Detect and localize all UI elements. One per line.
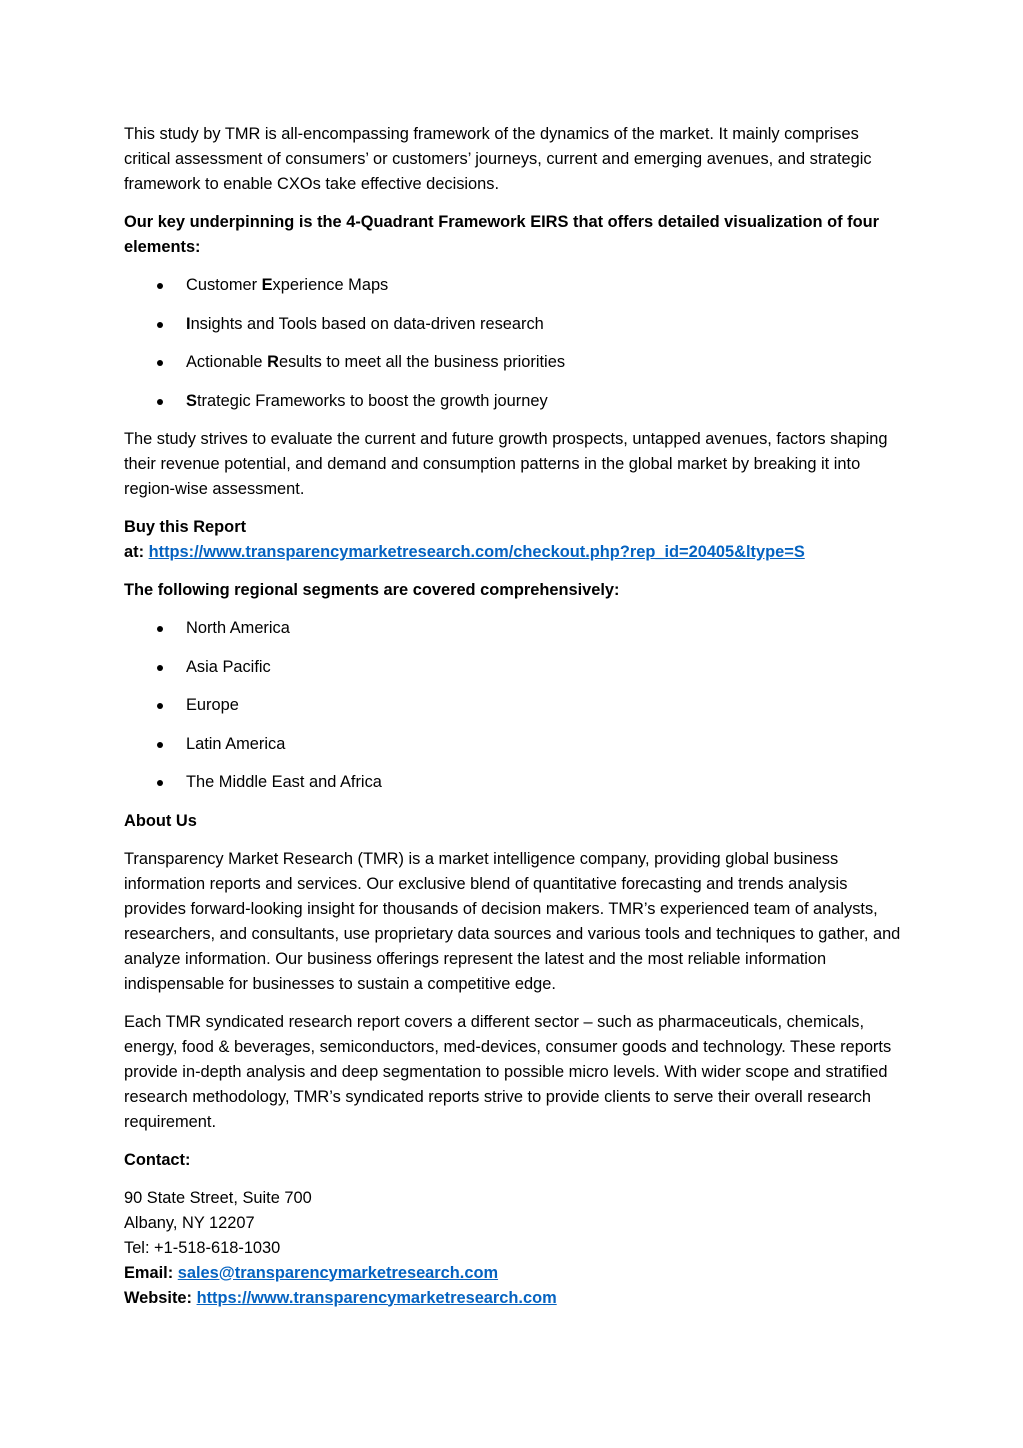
list-item: Customer Experience Maps (124, 273, 904, 298)
bullet-icon (157, 283, 163, 289)
syndicated-paragraph: Each TMR syndicated research report covers a different sector – such as pharmaceuticals, chemicals, energy, food & beverages, semiconductors, med-devices, consumer goods and technology. These reports provide in-depth analysis and deep segmentation to possible micro levels. With wider scope and stratified research methodology, TMR’s syndicated reports strive to provide clients to serve their overall research requirement. (124, 1012, 892, 1131)
buy-report (124, 515, 904, 565)
email-line (124, 1261, 904, 1286)
list-item: Strategic Frameworks to boost the growth journey (124, 389, 904, 414)
bullet-icon (157, 665, 163, 671)
document-page (124, 122, 904, 1311)
telephone: Tel: +1-518-618-1030 (124, 1238, 281, 1257)
website-label: Website: (124, 1288, 197, 1307)
intro-paragraph: This study by TMR is all-encompassing framework of the dynamics of the market. It mainly comprises critical assessment of consumers’ or customers’ journeys, current and emerging avenues, and strategic framework to enable CXOs take effective decisions. (124, 125, 872, 193)
study-paragraph: The study strives to evaluate the current and future growth prospects, untapped avenues, factors shaping their revenue potential, and demand and consumption patterns in the global market by breaking it into region-wise assessment. (124, 430, 888, 498)
email-link[interactable]: sales@transparencymarketresearch.com (177, 1263, 499, 1282)
list-item: Actionable Results to meet all the business priorities (124, 350, 904, 375)
about-paragraph: Transparency Market Research (TMR) is a market intelligence company, providing global business information reports and services. Our exclusive blend of quantitative forecasting and trends analysis provides forward-looking insight for thousands of decision makers. TMR’s experienced team of analysts, researchers, and consultants, use proprietary data sources and various tools and techniques to gather, and analyze information. Our business offerings represent the latest and the most reliable information indispensable for businesses to sustain a competitive edge. (124, 849, 901, 993)
contact-heading: Contact: (124, 1150, 191, 1169)
list-item: Latin America (124, 732, 904, 757)
framework-list (124, 273, 904, 414)
bullet-icon (157, 780, 163, 786)
bullet-icon (157, 322, 163, 328)
bullet-icon (157, 703, 163, 709)
buy-label: Buy this Report (124, 518, 247, 536)
website-link[interactable]: https://www.transparencymarketresearch.com (196, 1288, 557, 1307)
address-line-2: Albany, NY 12207 (124, 1213, 255, 1232)
bullet-icon (157, 742, 163, 748)
email-label: Email: (124, 1263, 178, 1282)
contact-block (124, 1186, 904, 1311)
website-line (124, 1286, 904, 1311)
bullet-icon (157, 399, 163, 405)
about-heading: About Us (124, 811, 197, 830)
framework-heading: Our key underpinning is the 4-Quadrant Framework EIRS that offers detailed visualization of four elements: (124, 213, 879, 256)
buy-at-label: at: (124, 543, 149, 561)
list-item: Insights and Tools based on data-driven research (124, 312, 904, 337)
regions-heading: The following regional segments are covered comprehensively: (124, 581, 620, 599)
address-line-1: 90 State Street, Suite 700 (124, 1188, 312, 1207)
regions-list (124, 616, 904, 795)
buy-report-link[interactable]: https://www.transparencymarketresearch.com/checkout.php?rep_id=20405&ltype=S (148, 543, 805, 561)
list-item: Europe (124, 693, 904, 718)
bullet-icon (157, 626, 163, 632)
list-item: Asia Pacific (124, 655, 904, 680)
list-item: North America (124, 616, 904, 641)
list-item: The Middle East and Africa (124, 770, 904, 795)
bullet-icon (157, 360, 163, 366)
